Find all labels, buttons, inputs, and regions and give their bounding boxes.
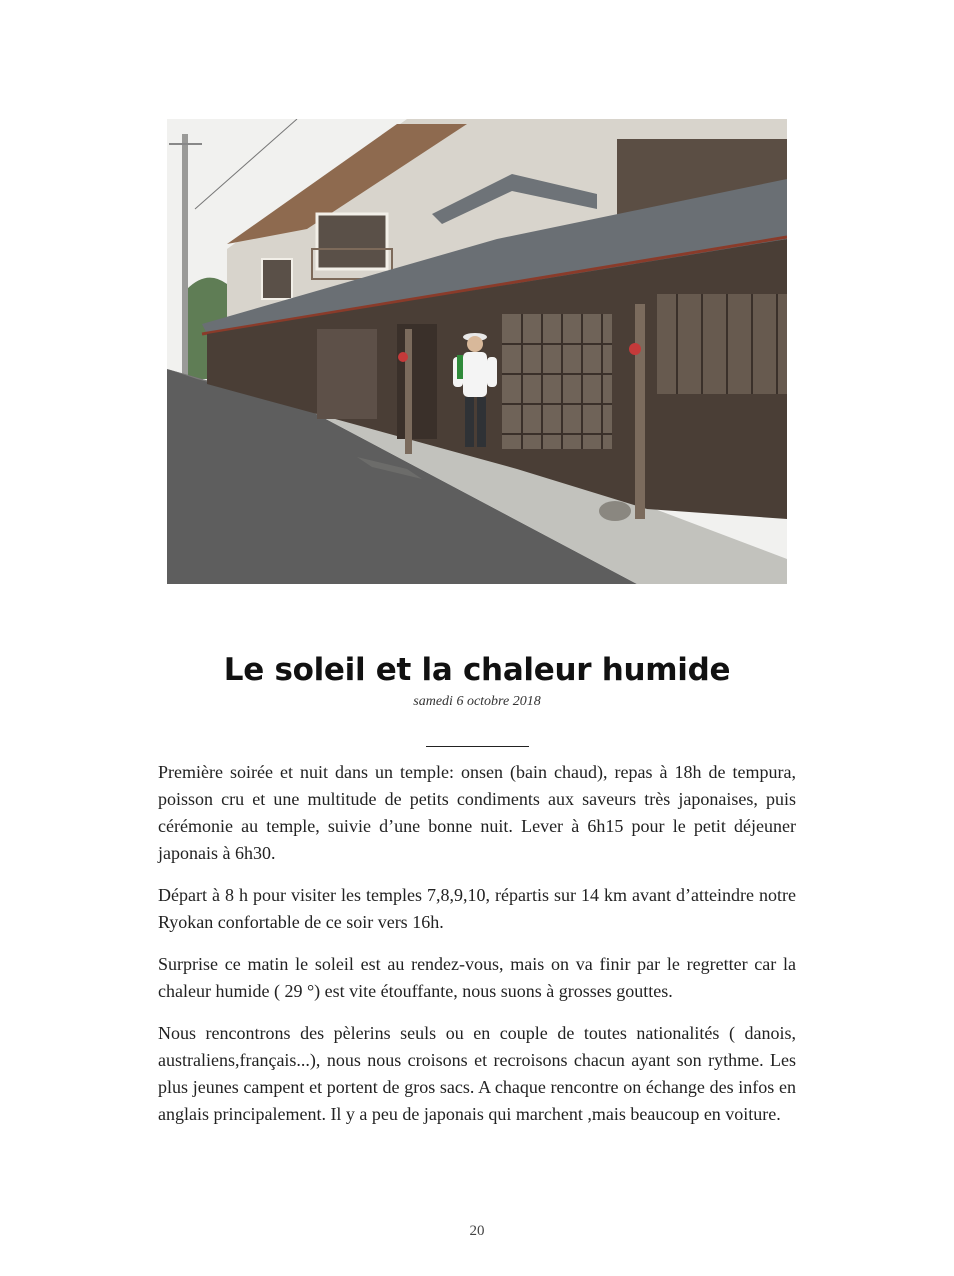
paragraph: Surprise ce matin le soleil est au rendez-vous, mais on va finir par le regretter car la chaleur humide ( 29 °) est vite étouffante, nous suons à grosses gouttes.: [158, 954, 796, 1001]
paragraph: Première soirée et nuit dans un temple: onsen (bain chaud), repas à 18h de tempura, poisson cru et une multitude de petits condiments aux saveurs très japonaises, puis cérémonie au temple, suivie d’une bonne nuit. Lever à 6h15 pour le petit déjeuner japonais à 6h30.: [158, 762, 796, 863]
article-photo: [167, 119, 787, 584]
paragraph: Nous rencontrons des pèlerins seuls ou en couple de toutes nationalités ( danois, australiens,français...), nous nous croisons et recroisons chacun ayant son rythme. Les plus jeunes campent et portent de gros sacs. A chaque rencontre on échange des infos en anglais principalement. Il y a peu de japonais qui marchent ,mais beaucoup en voiture.: [158, 1023, 796, 1124]
street-scene-illustration: [167, 119, 787, 584]
article-title: Le soleil et la chaleur humide: [223, 652, 731, 688]
article-body: [158, 759, 796, 1143]
title-divider: [426, 746, 529, 747]
paragraph: Départ à 8 h pour visiter les temples 7,8,9,10, répartis sur 14 km avant d’atteindre notre Ryokan confortable de ce soir vers 16h.: [158, 885, 796, 932]
page-number: 20: [469, 1223, 485, 1239]
article-date: samedi 6 octobre 2018: [413, 694, 541, 709]
